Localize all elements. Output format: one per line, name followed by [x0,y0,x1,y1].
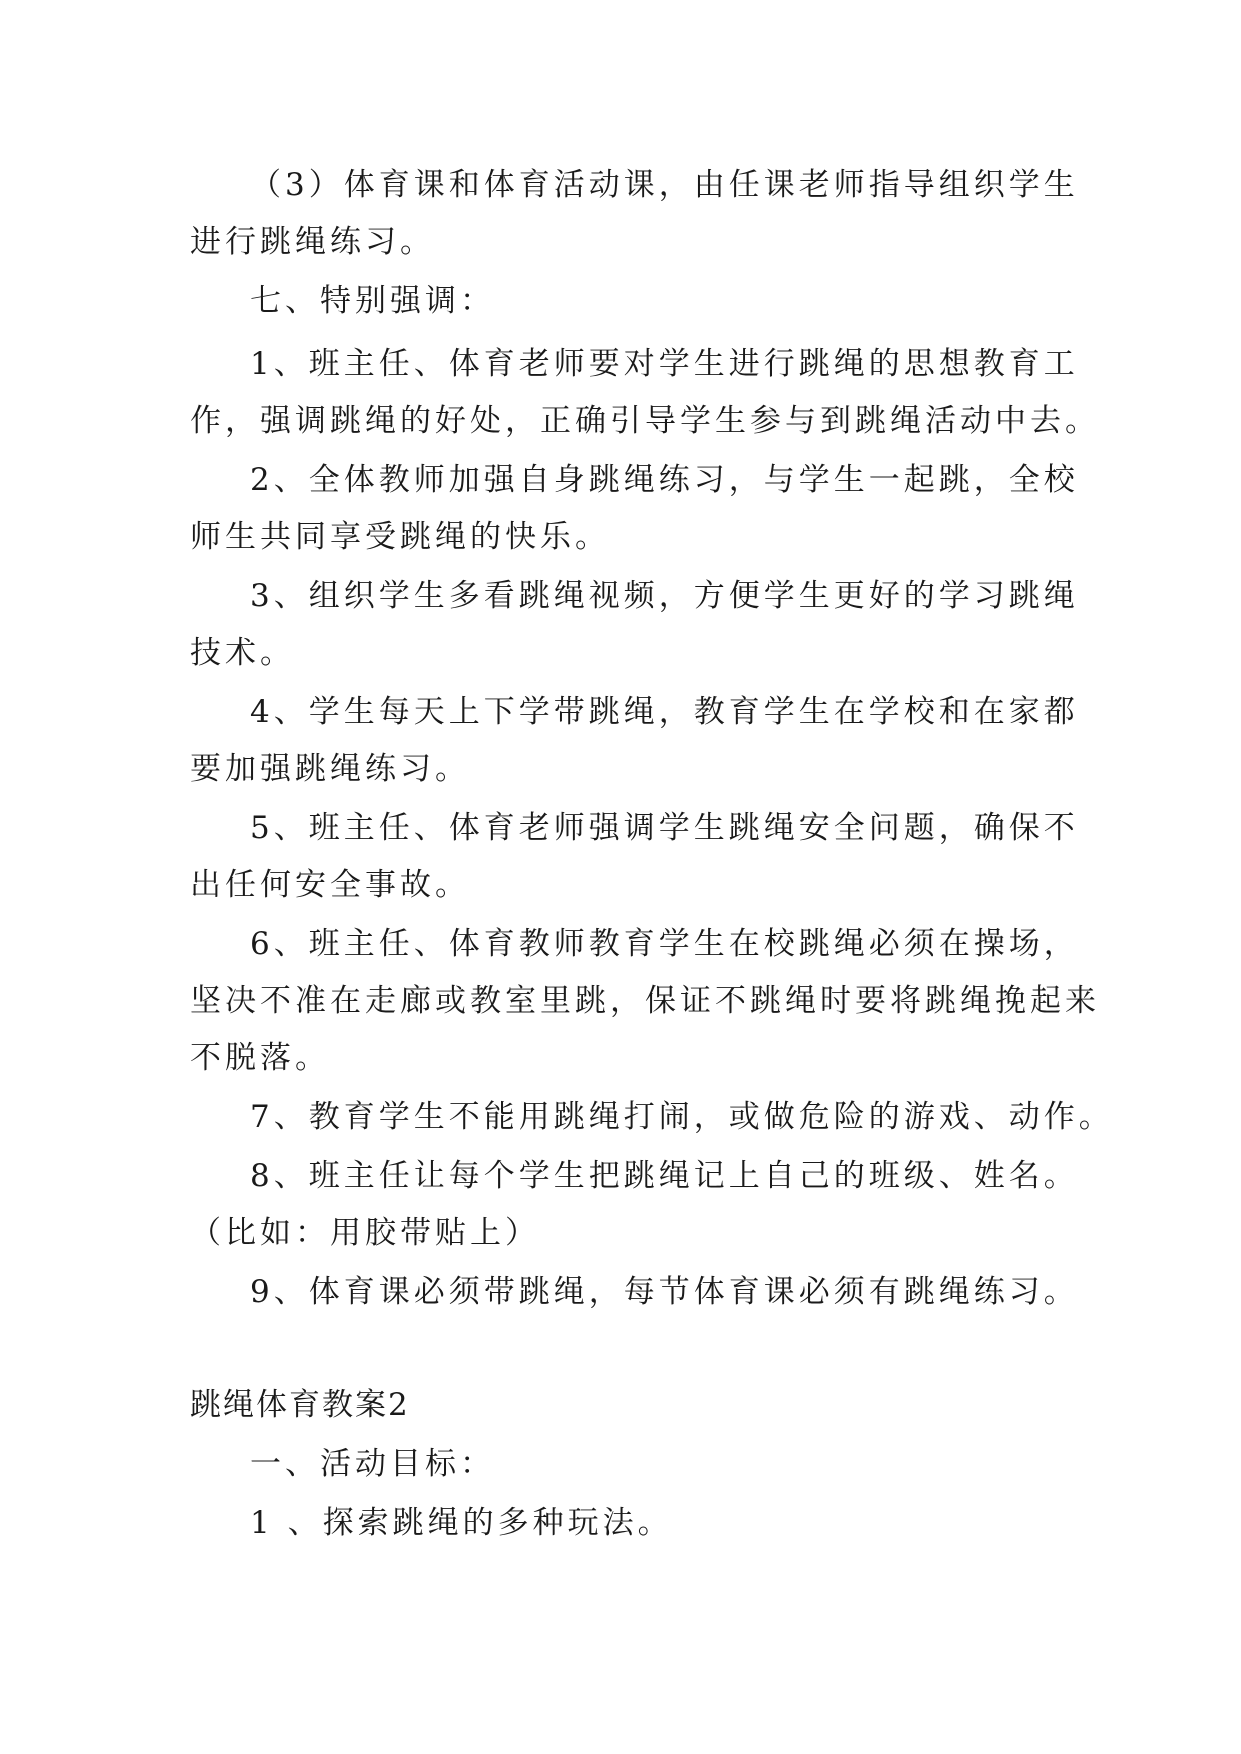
goal-1-line-1: 1 、探索跳绳的多种玩法。 [250,1505,673,1541]
item-4-line-1: 4、学生每天上下学带跳绳，教育学生在学校和在家都 [250,694,1079,730]
item-3-line-1: 3、组织学生多看跳绳视频，方便学生更好的学习跳绳 [250,578,1079,614]
item-8-line-2: （比如：用胶带贴上） [190,1215,540,1251]
item-5-line-2: 出任何安全事故。 [190,867,470,903]
lesson-plan-title: 跳绳体育教案2 [190,1387,410,1423]
item-4-line-2: 要加强跳绳练习。 [190,751,470,787]
item-3-line-2: 技术。 [190,635,295,671]
item-5-line-1: 5、班主任、体育老师强调学生跳绳安全问题，确保不 [250,810,1079,846]
item-1-line-2: 作，强调跳绳的好处，正确引导学生参与到跳绳活动中去。 [190,403,1100,439]
item-2-line-1: 2、全体教师加强自身跳绳练习，与学生一起跳，全校 [250,462,1079,498]
item-7-line-1: 7、教育学生不能用跳绳打闹，或做危险的游戏、动作。 [250,1099,1114,1135]
item-2-line-2: 师生共同享受跳绳的快乐。 [190,519,610,555]
section-heading-special-emphasis: 七、特别强调： [250,283,495,319]
paragraph-3-line-1: （3）体育课和体育活动课，由任课老师指导组织学生 [250,167,1079,203]
item-8-line-1: 8、班主任让每个学生把跳绳记上自己的班级、姓名。 [250,1158,1079,1194]
paragraph-3-line-2: 进行跳绳练习。 [190,224,435,260]
item-6-line-2: 坚决不准在走廊或教室里跳，保证不跳绳时要将跳绳挽起来 [190,983,1100,1019]
item-9-line-1: 9、体育课必须带跳绳，每节体育课必须有跳绳练习。 [250,1274,1079,1310]
item-1-line-1: 1、班主任、体育老师要对学生进行跳绳的思想教育工 [250,346,1079,382]
section-heading-activity-goals: 一、活动目标： [250,1446,495,1482]
item-6-line-1: 6、班主任、体育教师教育学生在校跳绳必须在操场， [250,926,1079,962]
item-6-line-3: 不脱落。 [190,1040,330,1076]
